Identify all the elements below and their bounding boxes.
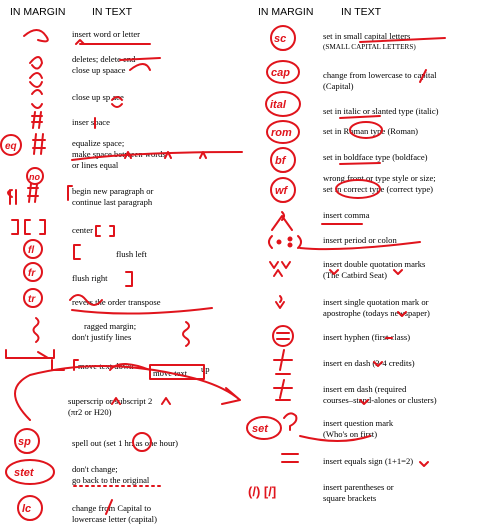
double-quote-carets [330,270,402,274]
paragraph-mark [8,184,38,204]
left-text-header: IN TEXT [92,6,133,18]
double-quote-mark [270,262,290,276]
row-line: spell out (set 1 hr. as one hour) [72,438,178,448]
row-line: apostrophe (todays newspaper) [323,308,430,318]
row-line: insert single quotation mark or [323,297,429,307]
sp-label: sp [18,436,31,448]
row-line: insert em dash (required [323,384,407,394]
equals-mark [282,454,298,462]
hyphen-equals [277,333,289,339]
single-quote-caret [398,312,406,316]
sc-label: sc [274,33,287,45]
superscript-carets [112,398,170,404]
row-line: insert period or colon [323,235,397,245]
caret-insert-mark [24,30,48,41]
equalize-underline [72,152,242,160]
italic-underline [340,116,380,118]
row-line: center [72,225,93,235]
row-line: square brackets [323,493,377,503]
move-text-box-label: move text [153,368,188,378]
row-line: insert question mark [323,418,394,428]
fr-label: fr [28,268,36,279]
close-up-arc [112,97,122,107]
period-caret-text [300,242,420,249]
period-dot [278,241,281,244]
row-line: superscrip or subscript 2 [68,396,153,406]
row-line: insert parentheses or [323,482,394,492]
flush-left-bracket [74,245,80,259]
paragraph-bracket [68,186,72,200]
set-label: set [252,423,268,435]
row-line: insert equals sign (1+1=2) [323,456,414,466]
row-line: deletes; delete end [72,54,136,64]
row-line: flush right [72,273,108,283]
flush-right-bracket [126,272,132,286]
close-up-mark [32,90,42,108]
row-line: set in correct type (correct type) [323,184,433,194]
row-line: move text down [78,361,134,371]
equals-caret [420,462,428,466]
parens-label: (/) [/] [248,484,277,499]
en-dash-caret [374,362,382,366]
row-line: set in boldface type (boldface) [323,152,428,162]
row-line: revers the order transpose [72,297,161,307]
space-mark-2 [33,134,45,154]
question-mark [284,413,296,430]
row-line: set in italic or slanted type (italic) [323,106,439,116]
no-label: no [29,172,40,182]
bold-underline [340,163,380,164]
move-text-box [150,365,204,379]
move-text-up-label: up [201,364,210,374]
delete-strike [120,58,160,70]
row-line: flush left [116,249,147,259]
row-line: or lines equal [72,160,119,170]
move-text-mark [6,350,64,370]
hyphen-circle [273,326,293,346]
right-text-header: IN TEXT [341,6,382,18]
small-caps-underline [360,38,445,42]
ital-label: ital [270,99,286,111]
em-dash-mark [274,380,292,400]
row-line: lowercase letter (capital) [72,514,157,524]
colon-dot-2 [289,244,292,247]
em-dash-caret [360,400,368,404]
spell-out-circle [133,433,151,451]
row-line: set in small capital letters [323,31,411,41]
row-line: (πr2 or H20) [68,407,112,417]
center-bracket-mark [12,220,45,234]
single-quote-mark [276,296,284,308]
center-brackets [96,226,114,236]
en-dash-mark [274,350,292,374]
row-line: ragged margin; [84,321,137,331]
row-line: change from lowercase to capital [323,70,437,80]
row-line: go back to the original [72,475,150,485]
period-colon-mark [269,236,301,248]
ragged-mark [34,318,39,342]
row-line: (Capital) [323,81,354,91]
row-line: make space between words [72,149,166,159]
row-line: insert en dash (3-4 credits) [323,358,415,368]
row-line: don't change; [72,464,118,474]
ragged-right-mark [183,322,189,346]
row-line: wrong front or type style or size; [323,173,436,183]
correct-circle [336,180,380,198]
big-arrow-mark [15,366,240,420]
row-line: courses–stand-alones or clusters) [323,395,437,405]
row-line: insert comma [323,210,370,220]
row-line: change from Capital to [72,503,151,513]
capital-slash [420,70,426,82]
comma-caret [272,212,292,230]
transpose-mark [70,295,212,314]
row-line: (Who's on first) [323,429,378,439]
rom-label: rom [271,127,292,139]
tr-label: tr [28,294,36,305]
row-line: (SMALL CAPITAL LETTERS) [323,43,416,51]
row-line: equalize space; [72,138,125,148]
insert-caret [76,40,150,44]
row-line: insert word or letter [72,29,141,39]
bf-label: bf [275,155,286,167]
row-line: set in Roman type (Roman) [323,126,418,136]
eq-label: eq [5,141,17,152]
space-mark [32,112,42,128]
wf-label: wf [275,185,288,197]
left-margin-header: IN MARGIN [10,6,66,18]
fl-label: fl [28,245,35,256]
row-line: insert hyphen (first class) [323,332,411,342]
stet-label: stet [14,467,34,479]
row-line: insert double quotation marks [323,259,426,269]
right-margin-header: IN MARGIN [258,6,314,18]
row-line: continue last paragraph [72,197,153,207]
row-line: don't justify lines [72,332,132,342]
roman-circle [350,122,382,138]
row-line: (The Catbird Seat) [323,270,387,280]
delete-mark [30,57,42,69]
row-line: close up sp ace [72,92,124,102]
row-line: close up spaace [72,65,126,75]
question-arrow [300,436,370,441]
row-line: inser space [72,117,110,127]
lc-label: lc [22,503,32,515]
lowercase-slash [106,500,112,514]
row-line: begin new paragraph or [72,186,154,196]
delete-close-up-mark [30,73,42,87]
cap-label: cap [271,67,290,79]
colon-dot-1 [289,238,292,241]
